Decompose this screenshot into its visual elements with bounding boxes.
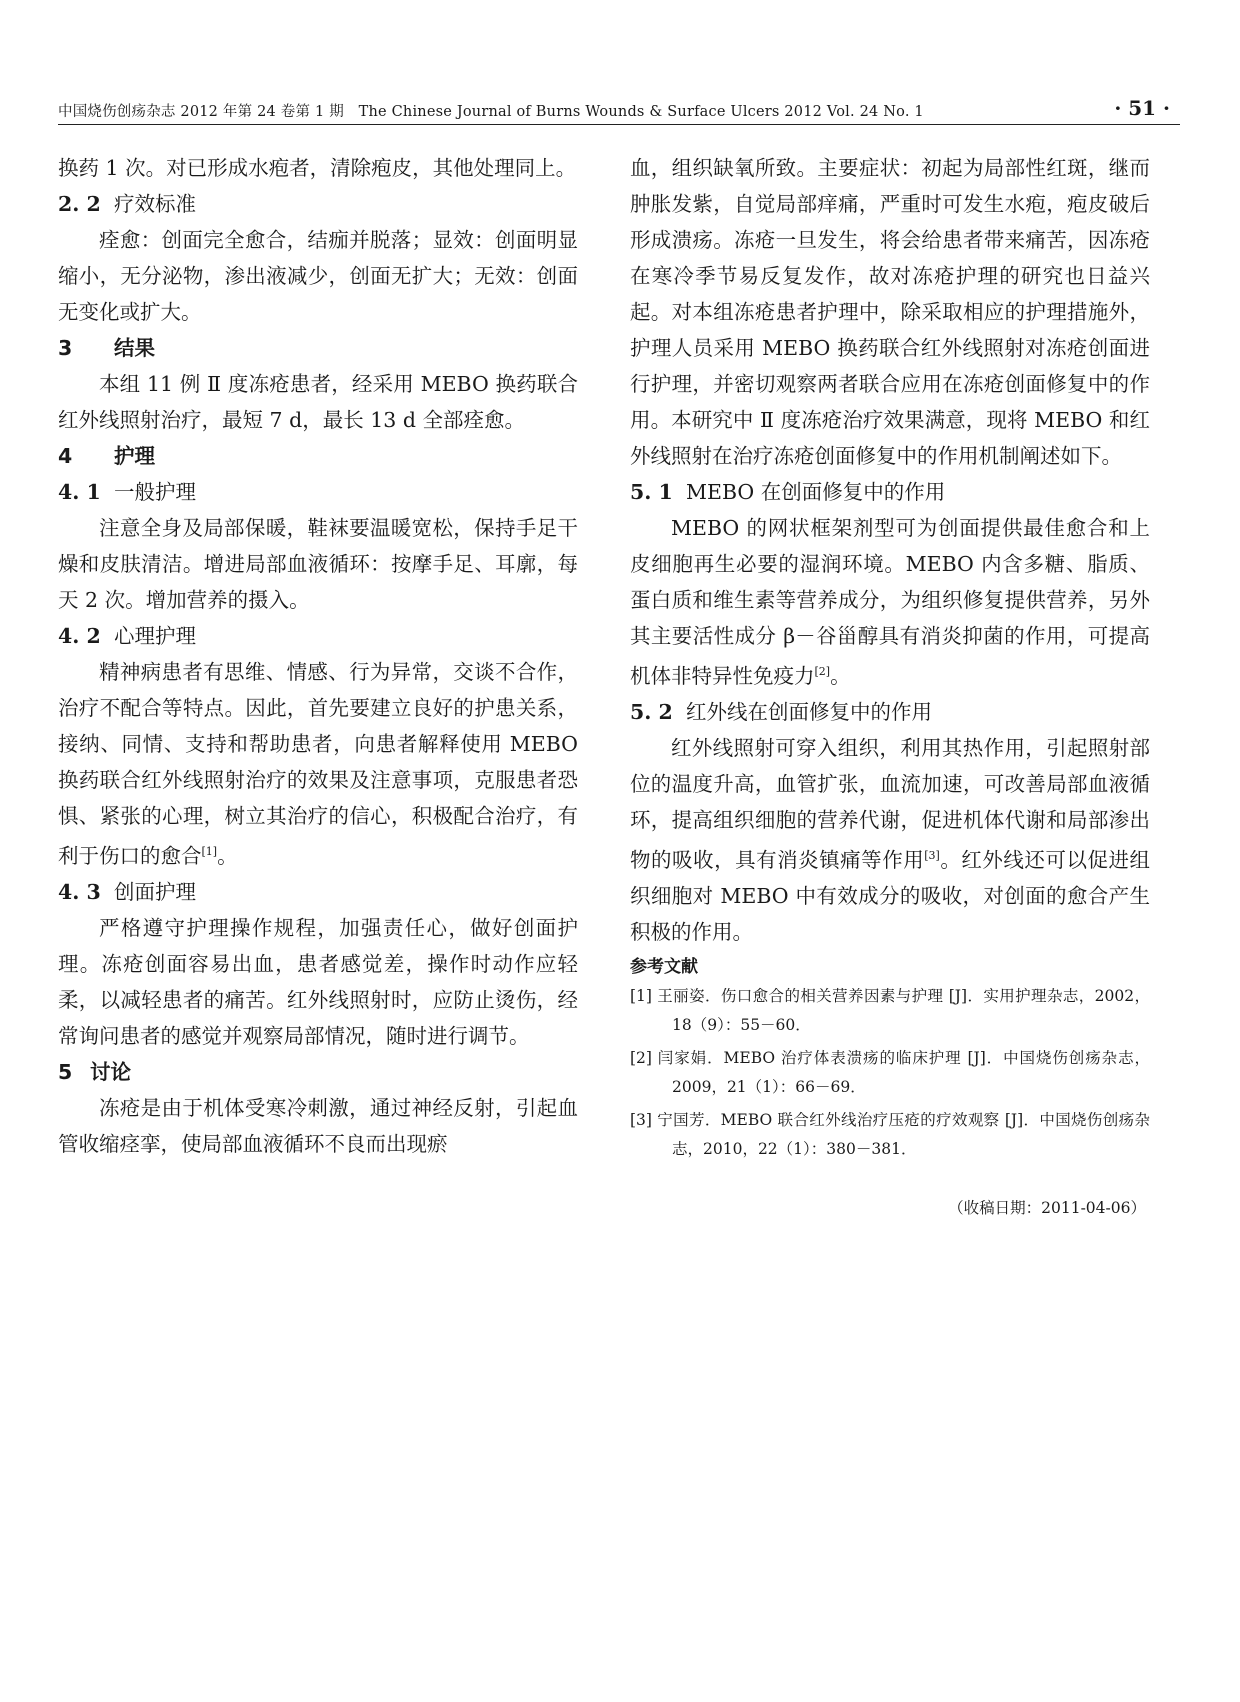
section-heading-5-1 — [630, 474, 1150, 510]
section-heading-4 — [58, 438, 578, 474]
reference-item: [1] 王丽姿．伤口愈合的相关营养因素与护理 [J]．实用护理杂志，2002，18（9）：55－60． — [630, 986, 1150, 1034]
section-heading-3 — [58, 330, 578, 366]
section-number: 4. 1 — [58, 480, 101, 504]
paragraph — [58, 654, 578, 874]
paragraph-text: 。 — [217, 843, 238, 868]
references-title: 参考文献 — [630, 956, 698, 977]
left-column — [58, 150, 578, 1162]
right-column — [630, 150, 1150, 1222]
section-number: 4 — [58, 444, 73, 468]
section-number: 3 — [58, 336, 73, 360]
section-title: 护理 — [114, 444, 155, 468]
received-date: （收稿日期：2011-04-06） — [948, 1198, 1146, 1217]
section-heading-4-1 — [58, 474, 578, 510]
citation-marker: [2] — [814, 665, 831, 678]
section-number: 5 — [58, 1059, 73, 1084]
journal-header-text: 中国烧伤创疡杂志 2012 年第 24 卷第 1 期 The Chinese Journal of Burns Wounds & Surface Ulcers 2012 Vol. 24 No. 1 — [58, 104, 924, 120]
section-number: 5. 2 — [630, 699, 673, 724]
section-title: 红外线在创面修复中的作用 — [686, 699, 932, 724]
section-heading-5 — [58, 1054, 578, 1090]
section-heading-4-3 — [58, 874, 578, 910]
section-title: 疗效标准 — [114, 192, 196, 216]
section-heading-5-2 — [630, 694, 1150, 730]
section-number: 4. 3 — [58, 879, 101, 904]
paragraph-text: 精神病患者有思维、情感、行为异常，交谈不合作，治疗不配合等特点。因此，首先要建立良好的护患关系，接纳、同情、支持和帮助患者，向患者解释使用 MEBO 换药联合红外线照射治疗的效果及注意事项，克服患者恐惧、紧张的心理，树立其治疗的信心，积极配合治疗，有利于伤口的愈合 — [58, 660, 578, 868]
section-title: 结果 — [114, 336, 155, 360]
section-title: 心理护理 — [114, 624, 196, 648]
paragraph: 严格遵守护理操作规程，加强责任心，做好创面护理。冻疮创面容易出血，患者感觉差，操作时动作应轻柔，以减轻患者的痛苦。红外线照射时，应防止烫伤，经常询问患者的感觉并观察局部情况，随时进行调节。 — [58, 915, 578, 1048]
paragraph: 痊愈：创面完全愈合，结痂并脱落；显效：创面明显缩小，无分泌物，渗出液减少，创面无扩大；无效：创面无变化或扩大。 — [58, 228, 578, 324]
section-heading-2-2 — [58, 186, 578, 222]
section-title: 一般护理 — [114, 480, 196, 504]
reference-item: [2] 闫家娟．MEBO 治疗体表溃疡的临床护理 [J]．中国烧伤创疡杂志，2009，21（1）：66－69． — [630, 1048, 1150, 1096]
section-number: 2. 2 — [58, 192, 101, 216]
running-header — [58, 98, 1180, 125]
paragraph: 换药 1 次。对已形成水疱者，清除疱皮，其他处理同上。 — [58, 156, 577, 180]
section-title: 讨论 — [90, 1059, 131, 1084]
paragraph: 注意全身及局部保暖，鞋袜要温暖宽松，保持手足干燥和皮肤清洁。增进局部血液循环：按摩手足、耳廓，每天 2 次。增加营养的摄入。 — [58, 516, 578, 612]
section-number: 4. 2 — [58, 624, 101, 648]
paragraph: 冻疮是由于机体受寒冷刺激，通过神经反射，引起血管收缩痉挛，使局部血液循环不良而出现瘀 — [58, 1095, 578, 1156]
section-title: MEBO 在创面修复中的作用 — [686, 480, 946, 504]
page-number: · 51 · — [1114, 96, 1170, 120]
paragraph: 血，组织缺氧所致。主要症状：初起为局部性红斑，继而肿胀发紫，自觉局部痒痛，严重时可发生水疱，疱皮破后形成溃疡。冻疮一旦发生，将会给患者带来痛苦，因冻疮在寒冷季节易反复发作，故对冻疮护理的研究也日益兴起。对本组冻疮患者护理中，除采取相应的护理措施外，护理人员采用 MEBO 换药联合红外线照射对冻疮创面进行护理，并密切观察两者联合应用在冻疮创面修复中的作用。本研究中 Ⅱ 度冻疮治疗效果满意，现将 MEBO 和红外线照射在治疗冻疮创面修复中的作用机制阐述如下。 — [630, 156, 1150, 468]
section-number: 5. 1 — [630, 480, 673, 504]
paragraph-text: 红外线照射可穿入组织，利用其热作用，引起照射部位的温度升高，血管扩张，血流加速，可改善局部血液循环，提高组织细胞的营养代谢，促进机体代谢和局部渗出物的吸收，具有消炎镇痛等作用 — [630, 735, 1150, 872]
section-heading-4-2 — [58, 618, 578, 654]
reference-item: [3] 宁国芳．MEBO 联合红外线治疗压疮的疗效观察 [J]．中国烧伤创疡杂志，2010，22（1）：380－381． — [630, 1110, 1150, 1158]
citation-marker: [1] — [201, 845, 218, 858]
paragraph — [630, 510, 1150, 694]
citation-marker: [3] — [924, 848, 940, 862]
paragraph-text: 。红外线还可以促进组织细胞对 MEBO 中有效成分的吸收，对创面的愈合产生积极的作用。 — [630, 847, 1151, 944]
section-title: 创面护理 — [114, 879, 196, 904]
paragraph: 本组 11 例 Ⅱ 度冻疮患者，经采用 MEBO 换药联合红外线照射治疗，最短 7 d，最长 13 d 全部痊愈。 — [58, 372, 578, 432]
paragraph-text: 。 — [830, 663, 851, 688]
paragraph-text: MEBO 的网状框架剂型可为创面提供最佳愈合和上皮细胞再生必要的湿润环境。MEBO 内含多糖、脂质、蛋白质和维生素等营养成分，为组织修复提供营养，另外其主要活性成分 β－谷甾醇具有消炎抑菌的作用，可提高机体非特异性免疫力 — [630, 516, 1150, 688]
paragraph — [630, 730, 1150, 950]
